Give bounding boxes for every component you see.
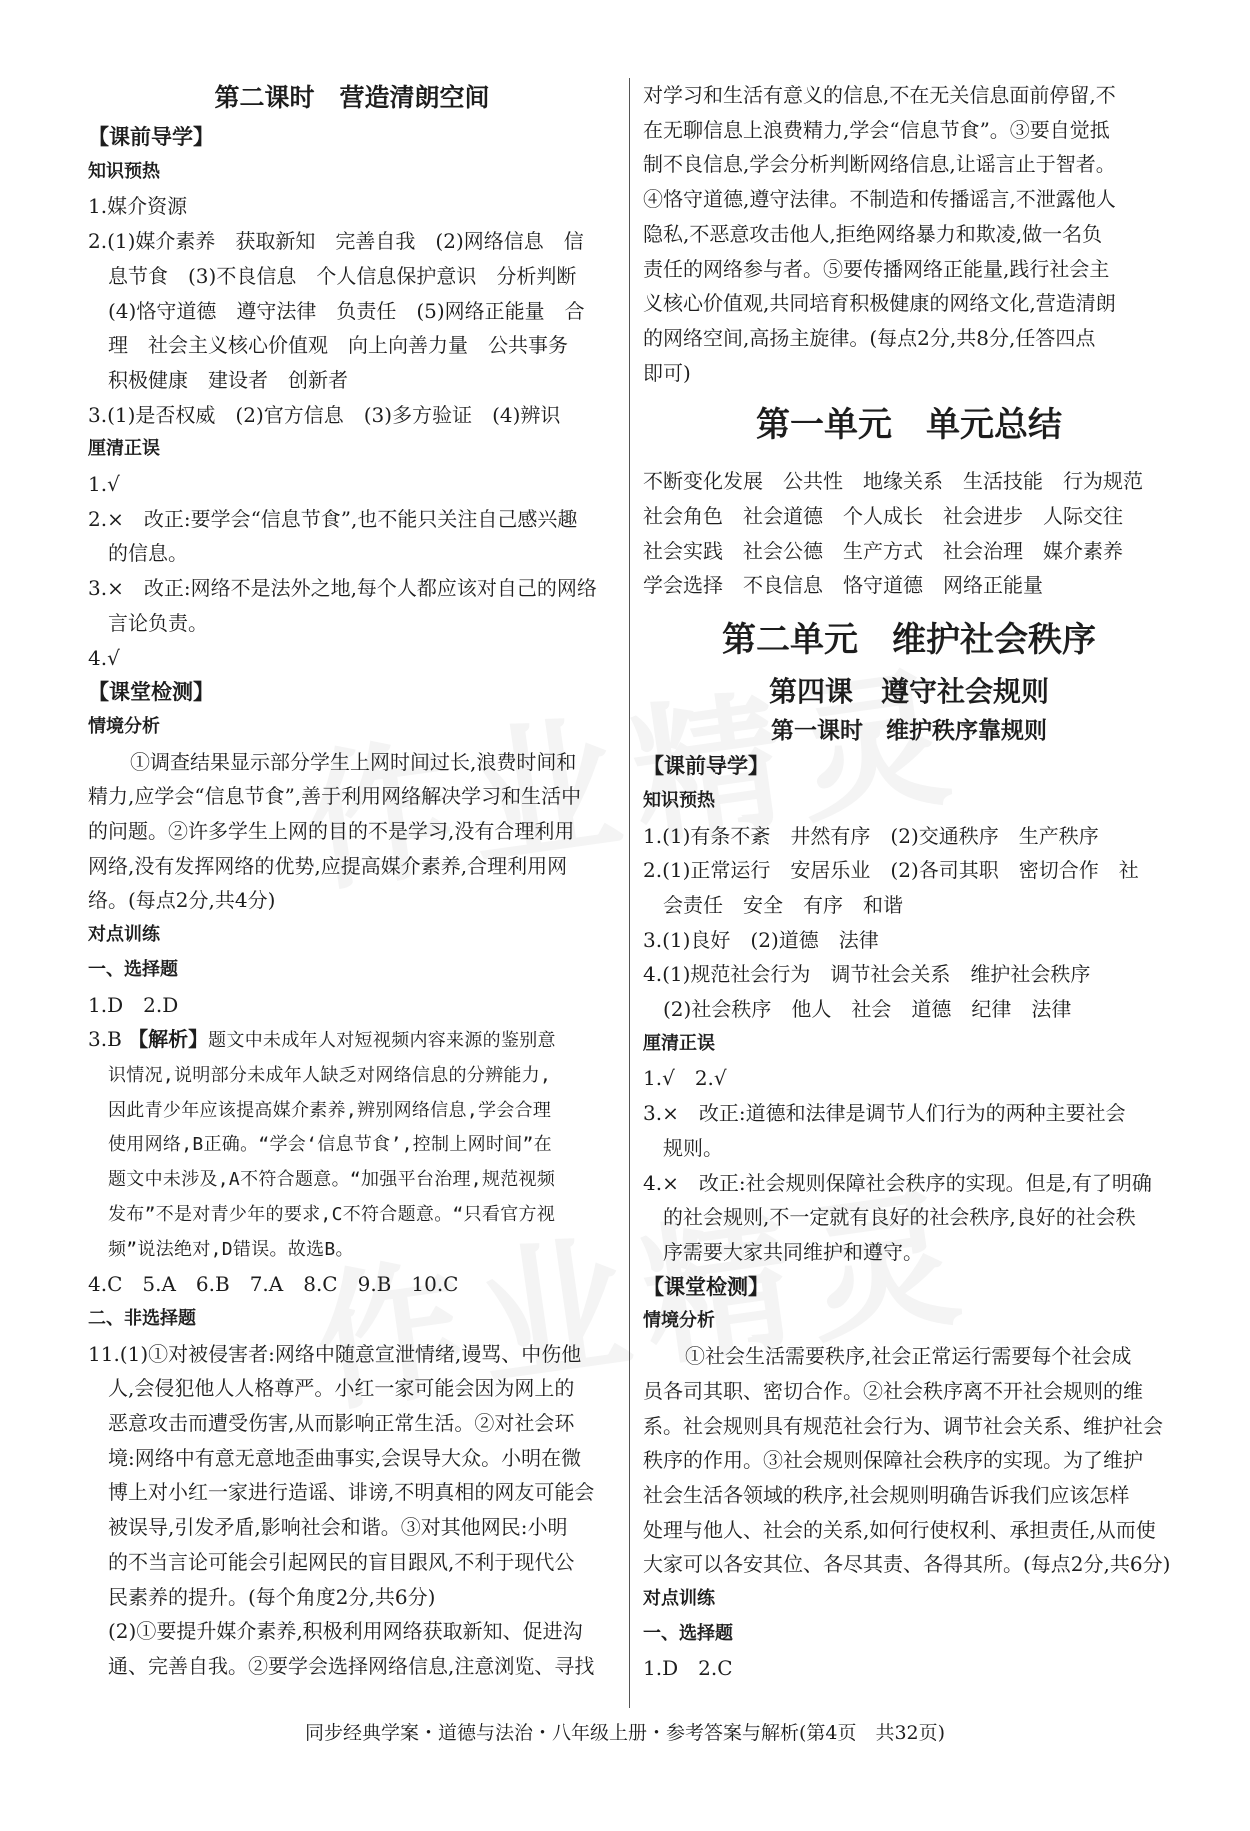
analysis-tag: 【解析】 [128, 1027, 209, 1052]
subsection-heading: 对点训练 [88, 924, 160, 946]
paragraph-line: 的网络空间,高扬主旋律。(每点2分,共8分,任答四点 [643, 325, 1096, 350]
answer-line: 规则。 [663, 1135, 723, 1160]
left-column [88, 78, 616, 1684]
answer-line: 1.√ 2.√ [643, 1066, 727, 1091]
class-title: 第一课时 维护秩序靠规则 [771, 718, 1047, 745]
answer-line: 3.× 改正:道德和法律是调节人们行为的两种主要社会 [643, 1101, 1126, 1126]
subsection-heading: 厘清正误 [88, 438, 160, 460]
analysis-line: 题文中未涉及,A不符合题意。“加强平台治理,规范视频 [108, 1169, 556, 1191]
answer-line: (2)社会秩序 他人 社会 道德 纪律 法律 [663, 997, 1072, 1022]
analysis-line: 频”说法绝对,D错误。故选B。 [108, 1238, 354, 1260]
unit-summary-title: 第一单元 单元总结 [756, 405, 1062, 446]
section-heading: 【课堂检测】 [643, 1274, 769, 1299]
answer-line: (2)①要提升媒介素养,积极利用网络获取新知、促进沟 [108, 1619, 583, 1644]
term-line: 学会选择 不良信息 恪守道德 网络正能量 [643, 573, 1043, 598]
answer-line: 境:网络中有意无意地歪曲事实,会误导大众。小明在微 [108, 1445, 582, 1470]
analysis-line: 因此青少年应该提高媒介素养,辨别网络信息,学会合理 [108, 1099, 552, 1121]
answer-line: 通、完善自我。②要学会选择网络信息,注意浏览、寻找 [108, 1653, 595, 1678]
answer-line [88, 1022, 616, 1059]
answer-line: 的不当言论可能会引起网民的盲目跟风,不利于现代公 [108, 1549, 575, 1574]
analysis-line: 发布”不是对青少年的要求,C不符合题意。“只看官方视 [108, 1203, 556, 1225]
paragraph-line: 责任的网络参与者。⑤要传播网络正能量,践行社会主 [643, 256, 1110, 281]
answer-line: 理 社会主义核心价值观 向上向善力量 公共事务 [108, 333, 568, 358]
section-heading: 【课前导学】 [643, 754, 769, 779]
paragraph-line: 即可) [643, 360, 691, 385]
subsection-heading: 知识预热 [88, 160, 160, 182]
paragraph-line: ①社会生活需要秩序,社会正常运行需要每个社会成 [685, 1344, 1132, 1369]
paragraph-line: 秩序的作用。③社会规则保障社会秩序的实现。为了维护 [643, 1448, 1143, 1473]
paragraph-line: 网络,没有发挥网络的优势,应提高媒介素养,合理利用网 [88, 853, 568, 878]
answer-line: 人,会侵犯他人人格尊严。小红一家可能会因为网上的 [108, 1376, 575, 1401]
section-heading: 【课前导学】 [88, 125, 214, 149]
answer-line: 被误导,引发矛盾,影响社会和谐。③对其他网民:小明 [108, 1515, 568, 1540]
paragraph-line: 大家可以各安其位、各尽其责、各得其所。(每点2分,共6分) [643, 1552, 1171, 1577]
lesson-title: 第四课 遵守社会规则 [768, 675, 1049, 709]
analysis-text: 题文中未成年人对短视频内容来源的鉴别意 [208, 1030, 556, 1052]
answer-line: 3.(1)是否权威 (2)官方信息 (3)多方验证 (4)辨识 [88, 402, 561, 427]
answer-line: 1.D 2.C [643, 1656, 733, 1681]
analysis-line: 识情况,说明部分未成年人缺乏对网络信息的分辨能力, [108, 1064, 552, 1086]
paragraph-line: ①调查结果显示部分学生上网时间过长,浪费时间和 [130, 749, 577, 774]
answer-line: 2.(1)媒介素养 获取新知 完善自我 (2)网络信息 信 [88, 229, 584, 254]
answer-line: 的信息。 [108, 541, 188, 566]
term-line: 社会实践 社会公德 生产方式 社会治理 媒介素养 [643, 538, 1123, 563]
answer-line: (4)恪守道德 遵守法律 负责任 (5)网络正能量 合 [108, 298, 585, 323]
subsection-heading: 一、选择题 [88, 958, 178, 980]
answer-line: 恶意攻击而遭受伤害,从而影响正常生活。②对社会环 [108, 1411, 575, 1436]
paragraph-line: 义核心价值观,共同培育积极健康的网络文化,营造清朗 [643, 291, 1116, 316]
paragraph-line: 隐私,不恶意攻击他人,拒绝网络暴力和欺凌,做一名负 [643, 221, 1103, 246]
paragraph-line: 的问题。②许多学生上网的目的不是学习,没有合理利用 [88, 819, 575, 844]
subsection-heading: 一、选择题 [643, 1622, 733, 1644]
answer-line: 1.媒介资源 [88, 194, 188, 219]
answer-line: 1.D 2.D [88, 992, 179, 1017]
paragraph-line: 制不良信息,学会分析判断网络信息,让谣言止于智者。 [643, 152, 1116, 177]
term-line: 不断变化发展 公共性 地缘关系 生活技能 行为规范 [643, 469, 1143, 494]
unit-title: 第二单元 维护社会秩序 [722, 620, 1096, 661]
answer-line: 息节食 (3)不良信息 个人信息保护意识 分析判断 [108, 263, 577, 288]
answer-line: 4.√ [88, 645, 120, 670]
subsection-heading: 对点训练 [643, 1588, 715, 1610]
answer-line: 积极健康 建设者 创新者 [108, 367, 348, 392]
column-divider [629, 78, 630, 1708]
paragraph-line: 精力,应学会“信息节食”,善于利用网络解决学习和生活中 [88, 784, 582, 809]
subsection-heading: 知识预热 [643, 789, 715, 811]
answer-line: 言论负责。 [108, 610, 208, 635]
answer-line: 民素养的提升。(每个角度2分,共6分) [108, 1584, 436, 1609]
answer-line: 2.(1)正常运行 安居乐业 (2)各司其职 密切合作 社 [643, 858, 1139, 883]
answer-line: 3.× 改正:网络不是法外之地,每个人都应该对自己的网络 [88, 576, 597, 601]
answer-line: 2.× 改正:要学会“信息节食”,也不能只关注自己感兴趣 [88, 506, 578, 531]
answer-line: 序需要大家共同维护和遵守。 [663, 1239, 923, 1264]
paragraph-line: 处理与他人、社会的关系,如何行使权利、承担责任,从而使 [643, 1517, 1156, 1542]
answer-line: 4.× 改正:社会规则保障社会秩序的实现。但是,有了明确 [643, 1170, 1152, 1195]
answer-number: 3.B [88, 1027, 122, 1052]
section-heading: 【课堂检测】 [88, 680, 214, 705]
answer-line: 1.(1)有条不紊 井然有序 (2)交通秩序 生产秩序 [643, 823, 1099, 848]
subsection-heading: 情境分析 [643, 1310, 715, 1332]
paragraph-line: 对学习和生活有意义的信息,不在无关信息面前停留,不 [643, 83, 1116, 107]
term-line: 社会角色 社会道德 个人成长 社会进步 人际交往 [643, 504, 1123, 529]
lesson-title: 第二课时 营造清朗空间 [214, 83, 490, 112]
answer-line: 11.(1)①对被侵害者:网络中随意宣泄情绪,谩骂、中伤他 [88, 1341, 582, 1366]
paragraph-line: 在无聊信息上浪费精力,学会“信息节食”。③要自觉抵 [643, 117, 1110, 142]
answer-line: 1.√ [88, 472, 120, 497]
subsection-heading: 二、非选择题 [88, 1307, 196, 1329]
answer-line: 会责任 安全 有序 和谐 [663, 892, 903, 917]
paragraph-line: 员各司其职、密切合作。②社会秩序离不开社会规则的维 [643, 1378, 1143, 1403]
answer-line: 3.(1)良好 (2)道德 法律 [643, 927, 879, 952]
answer-line: 4.(1)规范社会行为 调节社会关系 维护社会秩序 [643, 962, 1091, 987]
analysis-line: 使用网络,B正确。“学会‘信息节食’,控制上网时间”在 [108, 1134, 552, 1156]
page-footer: 同步经典学案・道德与法治・八年级上册・参考答案与解析(第4页 共32页) [304, 1722, 946, 1744]
paragraph-line: 社会生活各领域的秩序,社会规则明确告诉我们应该怎样 [643, 1482, 1130, 1507]
answer-line: 4.C 5.A 6.B 7.A 8.C 9.B 10.C [88, 1272, 459, 1297]
paragraph-line: 络。(每点2分,共4分) [88, 888, 276, 913]
answer-line: 的社会规则,不一定就有良好的社会秩序,良好的社会秩 [663, 1205, 1136, 1230]
subsection-heading: 厘清正误 [643, 1032, 715, 1054]
paragraph-line: ④恪守道德,遵守法律。不制造和传播谣言,不泄露他人 [643, 187, 1116, 212]
answer-line: 博上对小红一家进行造谣、诽谤,不明真相的网友可能会 [108, 1480, 595, 1505]
paragraph-line: 系。社会规则具有规范社会行为、调节社会关系、维护社会 [643, 1413, 1163, 1438]
right-column [643, 78, 1175, 1686]
subsection-heading: 情境分析 [88, 715, 160, 737]
